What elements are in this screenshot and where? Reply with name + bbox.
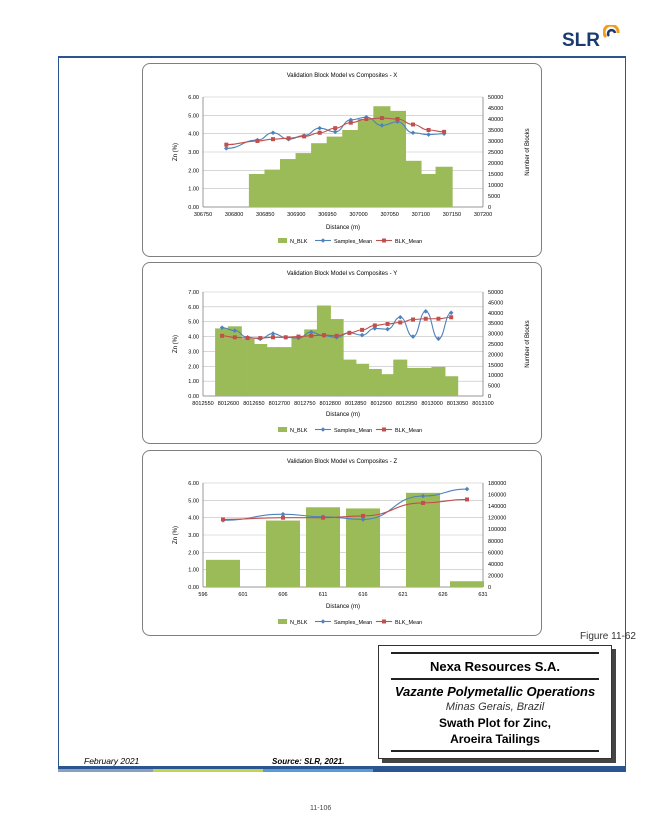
y2-tick-label: 30000 [488,331,504,338]
x-tick-label: 307050 [380,212,399,218]
y-tick-label: 7.00 [188,290,199,296]
y2-tick-label: 20000 [488,161,504,167]
legend-marker-samples [321,427,326,432]
x-tick-label: 306850 [256,212,275,218]
legend-swatch-n-blk [278,619,287,624]
samples-mean-point [271,331,276,336]
blk-mean-point [442,130,446,134]
chart-panel-x [142,63,542,257]
blk-mean-point [271,137,275,141]
footer-color-band [153,769,263,772]
y2-tick-label: 30000 [488,139,504,145]
x-tick-label: 631 [478,592,488,598]
x-tick-label: 626 [438,592,448,598]
x-tick-label: 306800 [224,212,244,218]
blk-mean-point [333,126,337,130]
blk-mean-point [411,317,415,321]
x-tick-label: 8013000 [421,401,443,407]
blk-mean-point [309,334,313,338]
bar-n-blk [358,119,375,207]
chart-panel-z [142,450,542,636]
bar-n-blk [393,360,407,396]
samples-mean-point [465,487,470,492]
swath-chart-z [143,451,541,635]
x-tick-label: 8013050 [446,401,469,407]
y2-tick-label: 15000 [488,172,504,178]
y-tick-label: 2.00 [188,364,199,371]
title-block [378,645,612,759]
chart-title: Validation Block Model vs Composites - X [286,73,398,79]
legend-marker-blk [382,428,386,432]
legend-label: Samples_Mean [334,239,373,245]
legend-swatch-n-blk [278,427,287,432]
y-tick-label: 3.00 [188,150,199,156]
bar-n-blk [450,581,484,587]
y2-tick-label: 5000 [488,383,501,390]
bar-n-blk [304,329,318,396]
x-tick-label: 307000 [349,212,368,218]
y-tick-label: 6.00 [188,95,199,101]
bar-n-blk [406,493,440,587]
blk-mean-point [284,335,288,339]
x-tick-label: 8012850 [345,401,367,407]
bar-n-blk [311,143,328,207]
legend-label: Samples_Mean [334,428,373,434]
y2-tick-label: 35000 [488,321,504,328]
y2-axis-label: Number of Blocks [525,128,531,176]
page-number: 11-106 [310,805,332,812]
legend-label: Samples_Mean [334,620,373,626]
legend-marker-blk [382,620,386,624]
chart-panel-y [142,262,542,444]
bar-n-blk [419,368,433,396]
bar-n-blk [355,364,369,396]
x-tick-label: 8012650 [243,401,265,407]
bar-n-blk [330,319,344,396]
y-tick-label: 0.00 [188,585,199,591]
footer-color-band [263,769,373,772]
y2-tick-label: 160000 [488,492,507,499]
blk-mean-point [321,516,325,520]
blk-mean-point [421,501,425,505]
blk-mean-point [255,139,259,143]
blk-mean-point [361,514,365,518]
legend-marker-samples [321,619,326,624]
figure-caption: Figure 11-62 [580,631,636,642]
y2-tick-label: 25000 [488,342,504,348]
blk-mean-point [246,336,250,340]
blk-mean-point [322,333,326,337]
x-tick-label: 306750 [193,212,213,218]
y2-tick-label: 0 [488,394,492,400]
x-tick-label: 8012900 [370,401,392,407]
y2-tick-label: 50000 [488,290,504,296]
blk-mean-point [233,335,237,339]
blk-mean-point [449,315,453,319]
bar-n-blk [266,347,280,396]
blk-mean-point [258,336,262,340]
y-tick-label: 0.00 [188,205,199,211]
y2-tick-label: 5000 [488,194,501,200]
y2-tick-label: 10000 [488,183,504,189]
x-tick-label: 8012700 [268,401,291,407]
x-tick-label: 307150 [442,212,462,218]
samples-mean-point [271,130,276,135]
legend-swatch-n-blk [278,238,287,243]
x-tick-label: 611 [318,592,328,598]
bar-n-blk [280,159,297,207]
blk-mean-point [287,136,291,140]
blk-mean-point [436,317,440,321]
legend-label: N_BLK [290,239,308,245]
bar-n-blk [264,170,281,207]
x-tick-label: 621 [398,592,408,598]
blk-mean-point [386,322,390,326]
footer-color-band [58,769,153,772]
y-tick-label: 3.00 [188,349,199,356]
bar-n-blk [327,137,344,207]
bar-n-blk [368,369,382,396]
company-name: Nexa Resources S.A. [429,659,561,674]
legend-label: BLK_Mean [395,428,423,434]
samples-mean-point [426,132,431,137]
x-tick-label: 307200 [473,212,493,218]
y2-tick-label: 20000 [488,573,504,580]
y-tick-label: 1.00 [188,567,199,574]
blk-mean-point [318,131,322,135]
y-axis-label: Zn (%) [173,526,179,544]
y2-tick-label: 40000 [488,310,504,317]
y-tick-label: 1.00 [188,379,199,386]
bar-n-blk [266,521,300,587]
samples-mean-point [317,126,322,131]
y2-tick-label: 0 [488,205,492,211]
x-axis-label: Distance (m) [325,604,361,610]
y2-tick-label: 40000 [488,561,504,568]
y2-axis-label: Number of Blocks [525,320,531,368]
y2-tick-label: 20000 [488,352,504,359]
footer-color-band [373,769,626,772]
bar-n-blk [404,161,421,207]
bar-n-blk [342,360,356,396]
y-tick-label: 2.00 [188,168,199,175]
blk-mean-point [411,123,415,127]
blk-mean-point [281,516,285,520]
y2-tick-label: 50000 [488,95,504,101]
blk-mean-point [424,317,428,321]
blk-mean-point [427,128,431,132]
samples-mean-point [449,311,454,316]
y-tick-label: 1.00 [188,186,199,193]
location: Minas Gerais, Brazil [445,701,545,713]
swath-chart-y [143,263,541,443]
blk-mean-point [395,117,399,121]
operation-name: Vazante Polymetallic Operations [394,684,596,699]
swath-chart-x [143,64,541,256]
y-tick-label: 2.00 [188,550,199,557]
title-block-rule [391,652,599,654]
footer-date: February 2021 [84,756,140,766]
blk-mean-point [373,323,377,327]
x-tick-label: 306900 [287,212,306,218]
blk-mean-point [349,121,353,125]
x-tick-label: 596 [198,592,208,598]
samples-mean-point [385,327,390,332]
x-tick-label: 8012600 [217,401,240,407]
bar-n-blk [436,167,453,207]
y-tick-label: 5.00 [188,113,199,120]
blk-mean-point [296,335,300,339]
blk-mean-point [221,517,225,521]
y2-tick-label: 15000 [488,362,504,369]
blk-mean-point [465,497,469,501]
bar-n-blk [215,328,229,396]
legend-label: N_BLK [290,428,308,434]
x-tick-label: 8013100 [472,401,494,407]
y2-tick-label: 45000 [488,300,504,307]
x-tick-label: 8012550 [192,401,214,407]
x-tick-label: 306950 [318,212,337,218]
figure-title-line2: Aroeira Tailings [450,732,540,746]
bar-n-blk [279,347,293,396]
bar-n-blk [381,374,395,396]
x-tick-label: 8012750 [294,401,316,407]
samples-mean-point [398,315,403,320]
y2-tick-label: 60000 [488,550,504,557]
bar-n-blk [444,376,458,396]
slr-logo: SLR [562,30,600,51]
y2-tick-label: 180000 [488,481,507,487]
legend-label: BLK_Mean [395,239,423,245]
bar-n-blk [249,174,266,207]
legend-label: N_BLK [290,620,308,626]
x-axis-label: Distance (m) [325,225,361,231]
y-tick-label: 3.00 [188,533,199,539]
x-tick-label: 606 [278,592,288,598]
samples-mean-point [411,334,416,339]
bar-n-blk [420,174,437,207]
bar-n-blk [406,368,420,396]
y-tick-label: 6.00 [188,304,199,311]
y-tick-label: 5.00 [188,319,199,326]
title-block-rule [391,750,599,752]
y2-tick-label: 120000 [488,515,507,522]
samples-mean-point [411,130,416,135]
legend-marker-blk [382,239,386,243]
y-tick-label: 4.00 [188,334,199,341]
samples-mean-point [224,146,229,151]
bar-n-blk [206,560,240,587]
bar-n-blk [296,153,313,207]
y2-tick-label: 0 [488,585,492,591]
bar-n-blk [241,339,255,396]
x-tick-label: 8012950 [395,401,418,407]
blk-mean-point [360,328,364,332]
legend-label: BLK_Mean [395,620,423,626]
bar-n-blk [431,367,445,396]
y2-tick-label: 45000 [488,106,504,112]
blk-mean-point [335,334,339,338]
blk-mean-point [380,116,384,120]
y2-tick-label: 80000 [488,538,504,545]
y2-tick-label: 25000 [488,150,504,156]
blk-mean-point [364,117,368,121]
blk-mean-point [224,143,228,147]
y-tick-label: 6.00 [188,481,199,487]
blk-mean-point [398,320,402,324]
y-tick-label: 5.00 [188,498,199,505]
bar-n-blk [291,337,305,396]
chart-title: Validation Block Model vs Composites - Y [286,271,398,277]
y-tick-label: 4.00 [188,515,199,522]
y-axis-label: Zn (%) [173,143,179,161]
x-tick-label: 8012800 [319,401,341,407]
figure-title-line1: Swath Plot for Zinc, [438,716,551,730]
bar-n-blk [373,106,390,207]
y2-tick-label: 10000 [488,373,504,380]
blk-mean-point [347,331,351,335]
x-tick-label: 616 [358,592,368,598]
bar-n-blk [317,306,331,396]
y-axis-label: Zn (%) [173,335,179,353]
legend-marker-samples [321,238,326,243]
y-tick-label: 0.00 [188,394,199,400]
x-tick-label: 601 [238,592,248,598]
bar-n-blk [342,130,359,207]
y2-tick-label: 35000 [488,128,504,134]
blk-mean-point [271,335,275,339]
y-tick-label: 4.00 [188,131,199,138]
y2-tick-label: 100000 [488,527,507,534]
blk-mean-point [220,334,224,338]
title-block-rule [391,678,599,680]
y2-tick-label: 140000 [488,504,507,511]
x-tick-label: 307100 [411,212,430,218]
x-axis-label: Distance (m) [325,412,361,418]
logo-swirl-icon [603,25,621,43]
footer-source: Source: SLR, 2021. [272,757,345,766]
bar-n-blk [253,344,267,396]
chart-title: Validation Block Model vs Composites - Z [286,459,398,465]
y2-tick-label: 40000 [488,117,504,123]
blk-mean-point [302,134,306,138]
